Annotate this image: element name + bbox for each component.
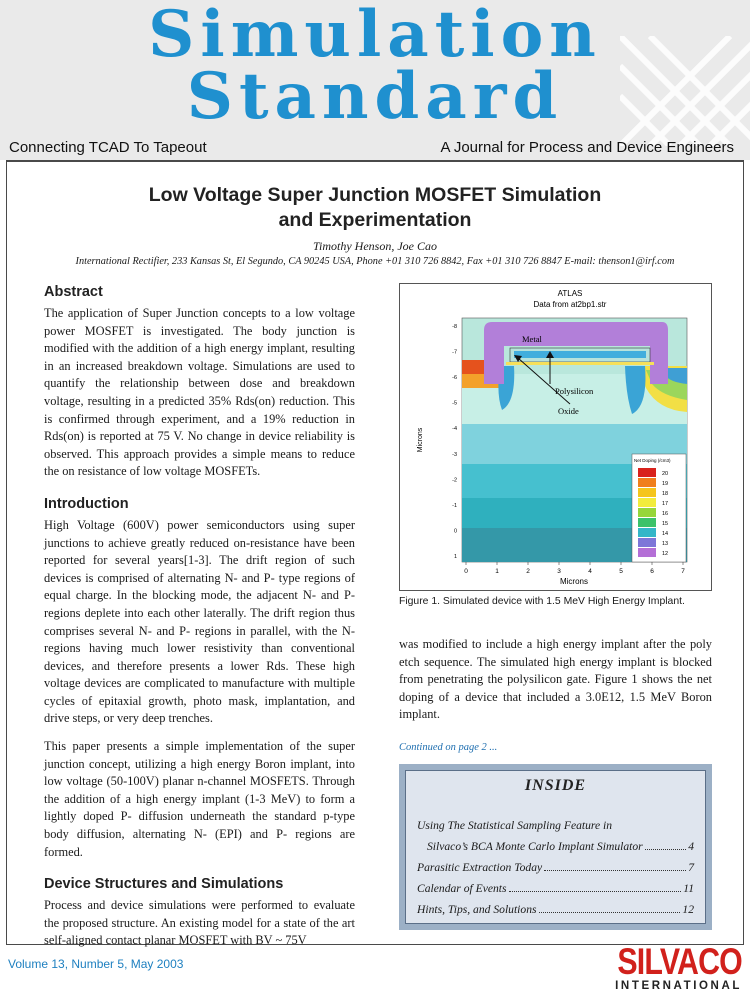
- y-tick-label: -2: [452, 477, 457, 484]
- toc-item[interactable]: [417, 899, 694, 920]
- y-tick-label: 1: [453, 554, 457, 560]
- logo-name: SILVACO: [617, 941, 742, 982]
- legend: [632, 454, 686, 562]
- x-tick-label: 2: [526, 568, 530, 575]
- inside-heading: INSIDE: [524, 776, 587, 794]
- right-column: [399, 283, 712, 930]
- x-tick-label: 4: [588, 568, 592, 575]
- y-tick-label: -1: [452, 502, 457, 509]
- figure-1: [399, 283, 712, 591]
- masthead-title-line2: Standard: [186, 59, 564, 134]
- legend-value: 17: [662, 501, 669, 507]
- y-tick-label: -4: [452, 426, 457, 433]
- left-column: [44, 283, 355, 950]
- x-axis-label: Microns: [559, 577, 589, 586]
- figure-caption: Figure 1. Simulated device with 1.5 MeV High Energy Implant.: [399, 596, 685, 607]
- legend-value: 15: [662, 521, 669, 527]
- legend-swatch: [638, 548, 656, 557]
- legend-title: Net Doping (/cm3): [634, 458, 671, 463]
- y-axis-label: Microns: [417, 427, 424, 453]
- masthead: [0, 0, 750, 160]
- toc-item-title: Calendar of Events: [417, 881, 507, 895]
- toc-item[interactable]: [417, 836, 694, 857]
- toc-leader: [544, 870, 686, 871]
- legend-swatch: [638, 528, 656, 537]
- label-metal: Metal: [522, 334, 542, 344]
- y-tick-label: -8: [452, 324, 457, 330]
- introduction-paragraph-2: This paper presents a simple implementation of the super junction concept, utilizing a high energy Boron implant, into low voltage (50-100V) planar n-channel MOSFETS. Through the addition of a high energy implant (1-3 MeV) to form a lightly doped P- diffusion underneath the standard p-type body diffusion, alternating N- (EPI) and P- regions are formed.: [44, 739, 355, 859]
- toc-leader: [509, 891, 682, 892]
- x-tick-label: 1: [495, 568, 499, 575]
- affiliation: International Rectifier, 233 Kansas St, El Segundo, CA 90245 USA, Phone +01 310 726 8842, Fax +01 310 726 8847 E-mail: thenson1@irf.com: [75, 256, 675, 267]
- doping-plot: [400, 284, 711, 590]
- legend-swatch: [638, 468, 656, 477]
- y-tick-label: -5: [452, 400, 457, 407]
- legend-swatch: [638, 538, 656, 547]
- x-tick-label: 3: [557, 568, 561, 575]
- inside-box-inner: [405, 770, 706, 924]
- plot-title: ATLAS: [557, 289, 583, 298]
- x-tick-label: 0: [464, 568, 468, 575]
- legend-swatch: [638, 478, 656, 487]
- device-heading: Device Structures and Simulations: [44, 876, 284, 893]
- toc-item-title: Parasitic Extraction Today: [417, 860, 543, 874]
- toc-item: [417, 815, 694, 836]
- tagline-right: A Journal for Process and Device Engineers: [440, 139, 734, 156]
- volume-info: Volume 13, Number 5, May 2003: [8, 957, 184, 971]
- silvaco-logo: [590, 941, 742, 993]
- x-tick-label: 6: [650, 568, 654, 575]
- masthead-title: [0, 0, 750, 134]
- legend-value: 12: [662, 551, 669, 557]
- legend-swatch: [638, 498, 656, 507]
- masthead-title-line1: Simulation: [148, 0, 602, 72]
- y-axis: [452, 324, 457, 560]
- x-axis: [464, 562, 685, 575]
- legend-value: 18: [662, 491, 669, 497]
- continued-link[interactable]: Continued on page 2 ...: [399, 741, 498, 753]
- tagline-left: Connecting TCAD To Tapeout: [9, 139, 207, 156]
- legend-value: 13: [662, 541, 669, 547]
- device-paragraph-1: Process and device simulations were performed to evaluate the proposed structure. An existing model for a state of the art self-aligned contact planar MOSFET with BV ~ 75V: [44, 898, 355, 948]
- toc-item-page: 7: [688, 860, 694, 874]
- legend-value: 20: [662, 471, 669, 477]
- toc-leader: [539, 912, 681, 913]
- y-tick-label: -6: [452, 375, 457, 382]
- table-of-contents: [417, 815, 694, 920]
- logo-subtitle: INTERNATIONAL: [615, 980, 742, 992]
- toc-item[interactable]: [417, 878, 694, 899]
- legend-value: 19: [662, 481, 669, 487]
- abstract-text: The application of Super Junction concepts to a low voltage power MOSFET is investigated. The body junction is modified with the addition of a high energy implant, resulting in an increased breakdown voltage. Simulations are used to quantify the relationship between dose and breakdown voltage, resulting in a predicted 35% Rds(on) reduction. This is confirmed through experiment, and a 19% reduction in Rds(on) is reported at 75 V. No change in device reliability is observed. This approach provides a simple means to reduce the on resistance of low voltage MOSFETs.: [44, 306, 355, 479]
- label-oxide: Oxide: [558, 406, 579, 416]
- authors: Timothy Henson, Joe Cao: [313, 239, 437, 253]
- toc-item-title: Hints, Tips, and Solutions: [417, 902, 537, 916]
- y-tick-label: -7: [452, 349, 457, 356]
- right-paragraph: was modified to include a high energy implant after the poly etch sequence. The simulated high energy implant is blocked from penetrating the polysilicon gate. Figure 1 shows the net doping of a device that included a 3.0E12, 1.5 MeV Boron implant.: [399, 637, 712, 722]
- article-title-line2: and Experimentation: [278, 209, 472, 231]
- toc-item-page: 12: [682, 902, 694, 916]
- article-title: [40, 183, 710, 233]
- toc-item-page: 11: [683, 881, 694, 895]
- toc-item-page: 4: [688, 839, 694, 853]
- y-tick-label: -3: [452, 451, 457, 458]
- article-title-line1: Low Voltage Super Junction MOSFET Simulation: [148, 184, 602, 206]
- legend-swatch: [638, 508, 656, 517]
- inside-box: [399, 764, 712, 930]
- legend-value: 16: [662, 511, 669, 517]
- toc-item[interactable]: [417, 857, 694, 878]
- introduction-paragraph-1: High Voltage (600V) power semiconductors using super junctions to achieve greatly reduced on-resistance have been reported for several years[1-3]. The drift region of such devices is comprised of alternating N- and P- type regions of equal charge. In the blocking mode, the adjacent N- and P- regions deplete into each other laterally. The drift region thus comprises several N- and P- regions in parallel, with the N- regions having much lower resistivity than conventional devices, and therefore presents a lower Rds. These high voltage devices are complicated to manufacture with multiple cycles of epitaxial growth, photo mask, implantation, and drive steps, or very deep trenches.: [44, 517, 355, 726]
- introduction-heading: Introduction: [44, 495, 129, 512]
- y-tick-label: 0: [453, 528, 457, 535]
- x-tick-label: 5: [619, 568, 623, 575]
- toc-leader: [645, 849, 687, 850]
- x-tick-label: 7: [681, 568, 685, 575]
- label-polysilicon: Polysilicon: [555, 386, 594, 396]
- toc-item-title: Using The Statistical Sampling Feature in: [417, 818, 613, 832]
- toc-item-title: Silvaco’s BCA Monte Carlo Implant Simulator: [427, 839, 643, 853]
- abstract-heading: Abstract: [44, 284, 103, 300]
- legend-swatch: [638, 488, 656, 497]
- legend-swatch: [638, 518, 656, 527]
- plot-subtitle: Data from at2bp1.str: [533, 300, 607, 309]
- legend-value: 14: [662, 531, 669, 537]
